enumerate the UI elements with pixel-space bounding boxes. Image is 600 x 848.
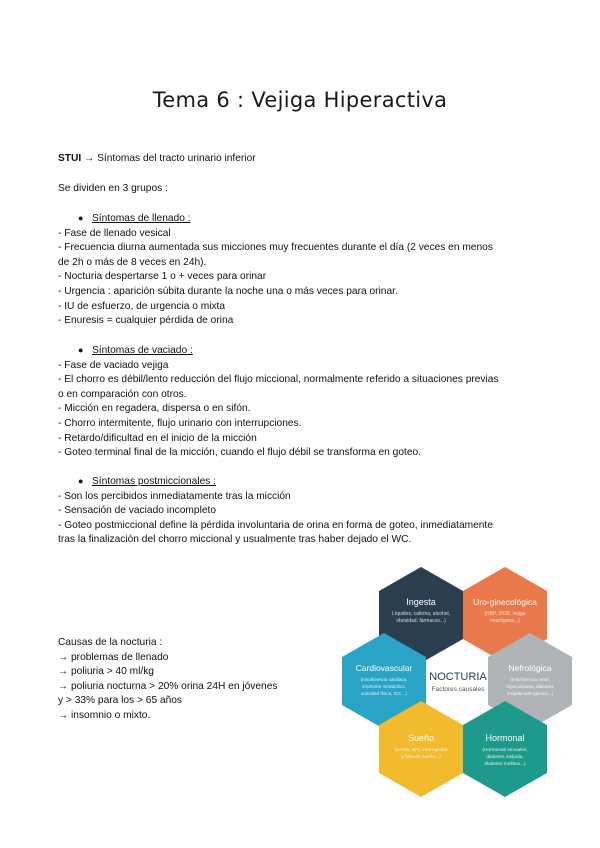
list-item: → poliuria nocturna > 20% orina 24H en jóvenes <box>58 680 278 692</box>
stui-term: STUI <box>58 153 82 164</box>
list-item: - Fase de llenado vesical <box>58 227 171 239</box>
list-item: → insomnio o mixto. <box>58 709 151 721</box>
hex-title: Ingesta <box>406 597 436 607</box>
list-item: - Urgencia : aparición súbita durante la noche una o más veces para orinar. <box>58 285 398 297</box>
list-item: - Goteo terminal final de la micción, cuando el flujo débil se transforma en goteo. <box>58 447 421 459</box>
section-heading: ● Síntomas de vaciado : <box>78 345 193 356</box>
svg-text:síndrome metabólico,: síndrome metabólico, <box>362 684 406 689</box>
list-item: o en comparación con otros. <box>58 388 187 400</box>
list-item: tras la finalización del chorro miccional y usualmente tras haber dejado el WC. <box>58 534 412 546</box>
svg-text:(Hormonas sexuales,: (Hormonas sexuales, <box>482 748 528 753</box>
svg-text:Líquidos, cafeína, alcohol,: Líquidos, cafeína, alcohol, <box>391 611 451 617</box>
svg-text:diabetes mellitus...): diabetes mellitus...) <box>484 762 526 767</box>
hex-title: Uro-ginecológica <box>473 597 537 607</box>
hex-title: Nefrológica <box>508 663 552 673</box>
list-item: - Micción en regadera, dispersa o en sifón. <box>58 403 251 415</box>
center-subtitle: Factores causales <box>431 686 485 693</box>
list-item: - Sensación de vaciado incompleto <box>58 505 217 517</box>
hex-title: Cardiovascular <box>355 663 413 673</box>
list-item: y > 33% para los > 65 años <box>58 695 183 707</box>
list-item: - El chorro es débil/lento reducción del flujo miccional, normalmente referido a situaciones previas <box>58 374 499 386</box>
svg-text:(HBP, OOB, vejiga: (HBP, OOB, vejiga <box>484 611 526 617</box>
list-item: - IU de esfuerzo, de urgencia o mixta <box>58 300 226 312</box>
list-item: - Retardo/dificultad en el inicio de la micción <box>58 432 257 444</box>
list-item: - Enuresis = cualquier pérdida de orina <box>58 315 234 327</box>
hex-title: Hormonal <box>485 733 525 743</box>
list-item: - Chorro intermitente, flujo urinario con interrupciones. <box>58 417 302 429</box>
section-heading: ● Síntomas postmiccionales : <box>78 476 217 487</box>
svg-text:(Insuficiencia cardiaca,: (Insuficiencia cardiaca, <box>360 677 408 682</box>
svg-text:y falta de sueño...): y falta de sueño...) <box>401 755 441 760</box>
section-filling <box>58 211 558 329</box>
svg-text:insípida nefrogénica...): insípida nefrogénica...) <box>506 691 554 696</box>
list-item: - Goteo postmiccional define la pérdida involuntaria de orina en forma de goteo, inmediatamente <box>58 519 493 531</box>
list-item: → poliuria > 40 ml/kg <box>58 666 154 678</box>
center-title: NOCTURIA <box>429 671 487 683</box>
section-voiding <box>58 343 558 461</box>
bullet-dot-icon: ● <box>78 476 84 486</box>
list-item: → problemas de llenado <box>58 651 169 663</box>
stui-text: → Síntomas del tracto urinario inferior <box>84 153 256 164</box>
list-item: - Son los percibidos inmediatamente tras la micción <box>58 490 291 502</box>
page-title: Tema 6 : Vejiga Hiperactiva <box>152 88 448 112</box>
list-item: - Fase de vaciado vejiga <box>58 359 169 371</box>
nocturia-hex-diagram <box>342 565 572 805</box>
list-item: - Nocturia despertarse 1 o + veces para orinar <box>58 271 267 283</box>
list-item: - Frecuencia diurna aumentada sus micciones muy frecuentes durante el día (2 veces en menos <box>58 242 493 254</box>
nocturia-causes <box>58 636 277 724</box>
hex-title: Sueño <box>407 733 435 743</box>
svg-text:neurógena...): neurógena...) <box>490 618 520 624</box>
svg-text:diabetes insípida,: diabetes insípida, <box>486 755 524 760</box>
bullet-dot-icon: ● <box>78 345 84 355</box>
list-item: de 2h o más de 8 veces en 24h). <box>58 256 207 268</box>
section-postvoid <box>58 474 558 548</box>
svg-text:(SAHS, SPI, interrupción: (SAHS, SPI, interrupción <box>394 748 448 753</box>
bullet-dot-icon: ● <box>78 213 84 223</box>
svg-text:hipercalciuria, diabetes: hipercalciuria, diabetes <box>506 684 554 689</box>
section-heading: ● Síntomas de llenado : <box>78 213 191 224</box>
svg-text:actividad física, ICC...): actividad física, ICC...) <box>361 691 407 696</box>
svg-text:(Insuficiencia renal,: (Insuficiencia renal, <box>510 677 550 682</box>
svg-text:obesidad, fármacos...): obesidad, fármacos...) <box>396 618 446 624</box>
causes-heading: Causas de la nocturia : <box>58 637 163 648</box>
stui-definition <box>58 152 558 167</box>
intro-text: Se dividen en 3 grupos : <box>58 183 168 194</box>
